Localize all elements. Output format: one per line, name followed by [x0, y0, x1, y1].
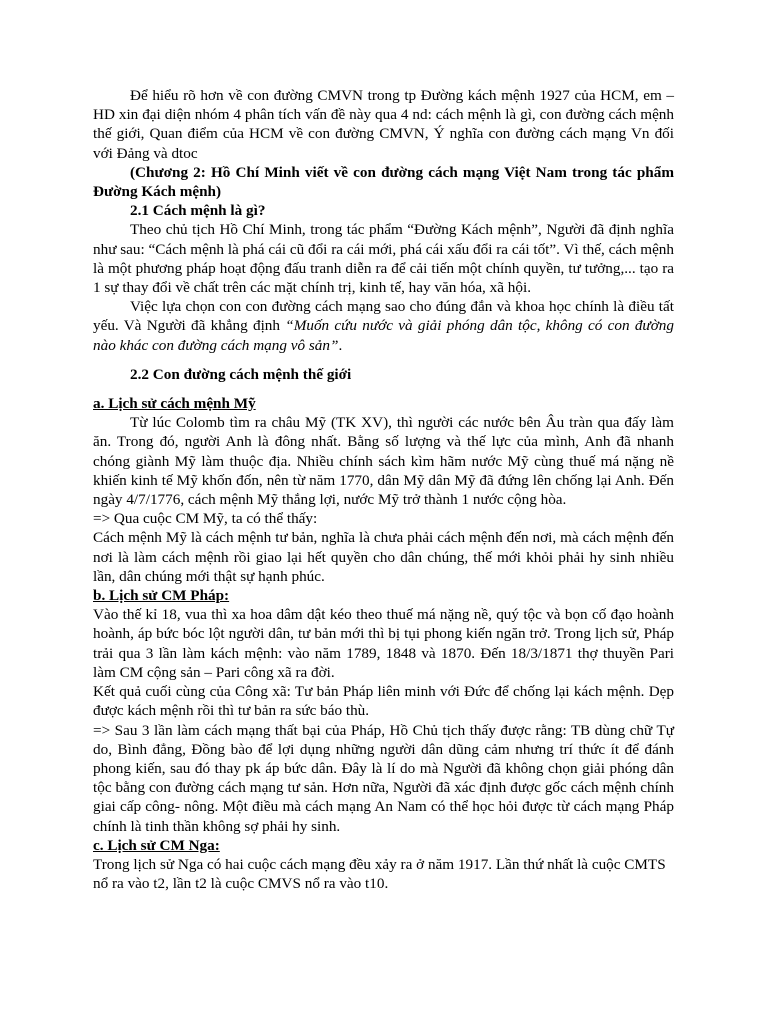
subsection-c-heading [93, 836, 674, 855]
subsection-b-heading [93, 586, 674, 605]
subsection-b-heading-text: b. Lịch sử CM Pháp: [93, 587, 230, 605]
section-2-1-heading: 2.1 Cách mệnh là gì? [130, 202, 266, 220]
subsection-c-paragraph-1: Trong lịch sử Nga có hai cuộc cách mạng đều xảy ra ở năm 1917. Lần thứ nhất là cuộc CMTS nổ ra vào t2, lần t2 là cuộc CMVS nổ ra vào t10. [93, 855, 666, 893]
subsection-a-paragraph-3: Cách mệnh Mỹ là cách mệnh tư bản, nghĩa là chưa phải cách mệnh đến nơi, mà cách mệnh đến nơi là làm cách mệnh rồi giao lại hết quyền cho dân chúng, thế mới khỏi phải hy sinh nhiều lần, dân chúng mới thật sự hạnh phúc. [93, 529, 674, 585]
subsection-b-paragraph-1: Vào thế kỉ 18, vua thì xa hoa dâm dật kéo theo thuế má nặng nề, quý tộc và bọn cố đạo hoành hoành, áp bức bóc lột người dân, tư bản mới thì bị tụi phong kiến ngăn trở. Trong lịch sử, Pháp trải qua 3 lần làm kách mệnh: vào năm 1789, 1848 và 1870. Đến 18/3/1871 thợ thuyền Pari làm CM cộng sản – Pari công xã ra đời. [93, 606, 674, 681]
section-2-1-paragraph-2-text: Việc lựa chọn con con đường cách mạng sao cho đúng đắn và khoa học chính là điều tất yếu. Và Người đã khẳng định [93, 298, 674, 335]
subsection-b-paragraph-3: => Sau 3 lần làm cách mạng thất bại của Pháp, Hồ Chủ tịch thấy được rằng: TB dùng chữ Tự do, Bình đẳng, Đồng bào để lợi dụng những người dân dũng cảm nhưng trí thức ít để đánh phong kiến, sau đó thay pk áp bức dân. Đây là lí do mà Người đã không chọn giải phóng dân tộc bằng con đường cách mạng tư sản. Hơn nữa, Người đã xác định được gốc cách mệnh chính giai cấp công- nông. Một điều mà cách mạng An Nam có thể học hỏi được từ cách mạng Pháp chính là tinh thần không sợ phải hy sinh. [93, 721, 674, 835]
subsection-a-paragraph-2: => Qua cuộc CM Mỹ, ta có thể thấy: [93, 510, 318, 528]
section-2-1-paragraph-2 [93, 297, 674, 355]
hcm-quote: “Muốn cứu nước và giải phóng dân tộc, không có con đường nào khác con đường cách mạng vô sản” [93, 317, 674, 354]
subsection-b-paragraph-2: Kết quả cuối cùng của Công xã: Tư bản Pháp liên minh với Đức để chống lại kách mệnh. Dẹp được kách mệnh rồi thì tư bản ra sức báo thù. [93, 683, 674, 720]
section-2-2-heading: 2.2 Con đường cách mệnh thế giới [130, 365, 352, 383]
section-2-1-paragraph-1: Theo chủ tịch Hồ Chí Minh, trong tác phẩm “Đường Kách mệnh”, Người đã định nghĩa như sau: “Cách mệnh là phá cái cũ đổi ra cái mới, phá cái xấu đổi ra cái tốt”. Vì thế, cách mệnh là một phương pháp hoạt động đấu tranh diễn ra để cải tiến một chính quyền, tư tưởng,... tạo ra 1 sự thay đổi về chất trên các mặt chính trị, kinh tế, hay văn hóa, xã hội. [93, 221, 674, 297]
subsection-a-heading-text: a. Lịch sử cách mệnh Mỹ [93, 395, 256, 413]
section-2-1-paragraph-2-end: . [338, 336, 343, 354]
subsection-c-heading-text: c. Lịch sử CM Nga: [93, 836, 220, 854]
document-page [93, 86, 674, 893]
subsection-a-paragraph-1: Từ lúc Colomb tìm ra châu Mỹ (TK XV), thì người các nước bên Âu tràn qua đấy làm ăn. Trong đó, người Anh là đông nhất. Bằng số lượng và thế lực của mình, Anh đã nhanh chóng giành Mỹ làm thuộc địa. Nhiều chính sách kìm hãm nước Mỹ cùng thuế má nặng nề khiến kinh tế Mỹ khốn đốn, nên từ năm 1770, dân Mỹ dân Mỹ đã đứng lên chống lại Anh. Đến ngày 4/7/1776, cách mệnh Mỹ thắng lợi, nước Mỹ trở thành 1 nước cộng hòa. [93, 414, 674, 509]
subsection-a-heading [93, 394, 674, 413]
chapter-heading: (Chương 2: Hồ Chí Minh viết về con đường cách mạng Việt Nam trong tác phẩm Đường Kách mệnh) [93, 163, 674, 201]
intro-paragraph: Để hiểu rõ hơn về con đường CMVN trong tp Đường kách mệnh 1927 của HCM, em – HD xin đại diện nhóm 4 phân tích vấn đề này qua 4 nd: cách mệnh là gì, con đường cách mệnh thế giới, Quan điểm của HCM về con đường CMVN, Ý nghĩa con đường cách mạng Vn đối với Đảng và dtoc [93, 87, 674, 162]
